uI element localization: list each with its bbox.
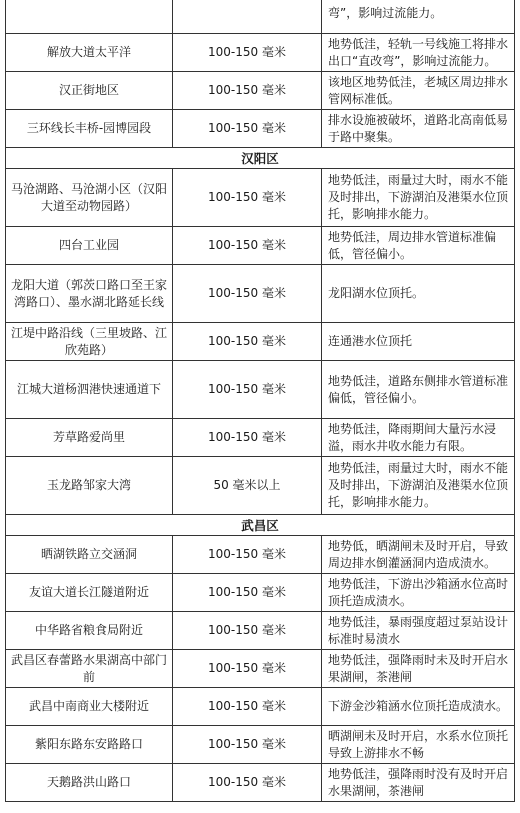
table-body xyxy=(6,0,515,802)
depth-cell: 100-150 毫米 xyxy=(173,265,322,323)
cause-cell: 地势低洼，下游出沙箱涵水位高时顶托造成渍水。 xyxy=(322,574,515,612)
location-cell: 玉龙路邹家大湾 xyxy=(6,457,173,515)
location-cell: 紫阳东路东安路路口 xyxy=(6,726,173,764)
depth-cell: 100-150 毫米 xyxy=(173,323,322,361)
table-row xyxy=(6,688,515,726)
location-cell: 晒湖铁路立交涵洞 xyxy=(6,536,173,574)
cause-cell: 地势低洼，道路东侧排水管道标准偏低，管径偏小。 xyxy=(322,361,515,419)
table-row xyxy=(6,110,515,148)
section-title: 武昌区 xyxy=(6,515,515,536)
depth-cell xyxy=(173,0,322,34)
depth-cell: 50 毫米以上 xyxy=(173,457,322,515)
location-cell: 芳草路爱尚里 xyxy=(6,419,173,457)
depth-cell: 100-150 毫米 xyxy=(173,34,322,72)
cause-cell: 下游金沙箱涵水位顶托造成渍水。 xyxy=(322,688,515,726)
cause-cell: 地势低，晒湖闸未及时开启，导致周边排水倒灌涵洞内造成渍水。 xyxy=(322,536,515,574)
cause-cell: 地势低洼，轻轨一号线施工将排水出口“直改弯”，影响过流能力。 xyxy=(322,34,515,72)
location-cell: 三环线长丰桥-园博园段 xyxy=(6,110,173,148)
location-cell: 汉正街地区 xyxy=(6,72,173,110)
location-cell: 马沧湖路、马沧湖小区（汉阳大道至动物园路） xyxy=(6,169,173,227)
location-cell: 友谊大道长江隧道附近 xyxy=(6,574,173,612)
table-row xyxy=(6,650,515,688)
depth-cell: 100-150 毫米 xyxy=(173,536,322,574)
cause-cell: 地势低洼，雨量过大时，雨水不能及时排出，下游湖泊及港渠水位顶托，影响排水能力。 xyxy=(322,169,515,227)
cause-cell: 该地区地势低洼，老城区周边排水管网标准低。 xyxy=(322,72,515,110)
table-row xyxy=(6,323,515,361)
section-header-row xyxy=(6,515,515,536)
location-cell: 龙阳大道（郭茨口路口至王家湾路口）、墨水湖北路延长线 xyxy=(6,265,173,323)
location-cell: 武昌区春蕾路水果湖高中部门前 xyxy=(6,650,173,688)
table-row xyxy=(6,764,515,802)
waterlogging-table xyxy=(5,0,515,802)
table-row xyxy=(6,227,515,265)
table-row xyxy=(6,0,515,34)
table-row xyxy=(6,726,515,764)
table-row xyxy=(6,34,515,72)
section-title: 汉阳区 xyxy=(6,148,515,169)
location-cell xyxy=(6,0,173,34)
depth-cell: 100-150 毫米 xyxy=(173,726,322,764)
table-row xyxy=(6,574,515,612)
cause-cell: 地势低洼，降雨期间大量污水浸溢，雨水井收水能力有限。 xyxy=(322,419,515,457)
table-row xyxy=(6,265,515,323)
depth-cell: 100-150 毫米 xyxy=(173,361,322,419)
cause-cell: 地势低洼，雨量过大时，雨水不能及时排出，下游湖泊及港渠水位顶托，影响排水能力。 xyxy=(322,457,515,515)
table-row xyxy=(6,72,515,110)
depth-cell: 100-150 毫米 xyxy=(173,574,322,612)
cause-cell: 龙阳湖水位顶托。 xyxy=(322,265,515,323)
table-row xyxy=(6,169,515,227)
depth-cell: 100-150 毫米 xyxy=(173,72,322,110)
depth-cell: 100-150 毫米 xyxy=(173,650,322,688)
table-row xyxy=(6,612,515,650)
cause-cell: 晒湖闸未及时开启，水系水位顶托导致上游排水不畅 xyxy=(322,726,515,764)
cause-cell: 地势低洼，强降雨时未及时开启水果湖闸，茶港闸 xyxy=(322,650,515,688)
depth-cell: 100-150 毫米 xyxy=(173,688,322,726)
depth-cell: 100-150 毫米 xyxy=(173,612,322,650)
location-cell: 天鹅路洪山路口 xyxy=(6,764,173,802)
cause-cell: 排水设施被破坏，道路北高南低易于路中聚集。 xyxy=(322,110,515,148)
location-cell: 中华路省粮食局附近 xyxy=(6,612,173,650)
depth-cell: 100-150 毫米 xyxy=(173,227,322,265)
depth-cell: 100-150 毫米 xyxy=(173,110,322,148)
location-cell: 四台工业园 xyxy=(6,227,173,265)
section-header-row xyxy=(6,148,515,169)
depth-cell: 100-150 毫米 xyxy=(173,419,322,457)
location-cell: 江堤中路沿线（三里坡路、江欣苑路） xyxy=(6,323,173,361)
cause-cell: 地势低洼，强降雨时没有及时开启水果湖闸，茶港闸 xyxy=(322,764,515,802)
table-row xyxy=(6,536,515,574)
table-row xyxy=(6,457,515,515)
location-cell: 武昌中南商业大楼附近 xyxy=(6,688,173,726)
table-row xyxy=(6,361,515,419)
cause-cell: 地势低洼，周边排水管道标准偏低，管径偏小。 xyxy=(322,227,515,265)
table-row xyxy=(6,419,515,457)
depth-cell: 100-150 毫米 xyxy=(173,169,322,227)
cause-cell: 弯”，影响过流能力。 xyxy=(322,0,515,34)
location-cell: 江城大道杨泗港快速通道下 xyxy=(6,361,173,419)
cause-cell: 地势低洼，暴雨强度超过泵站设计标准时易渍水 xyxy=(322,612,515,650)
cause-cell: 连通港水位顶托 xyxy=(322,323,515,361)
depth-cell: 100-150 毫米 xyxy=(173,764,322,802)
location-cell: 解放大道太平洋 xyxy=(6,34,173,72)
